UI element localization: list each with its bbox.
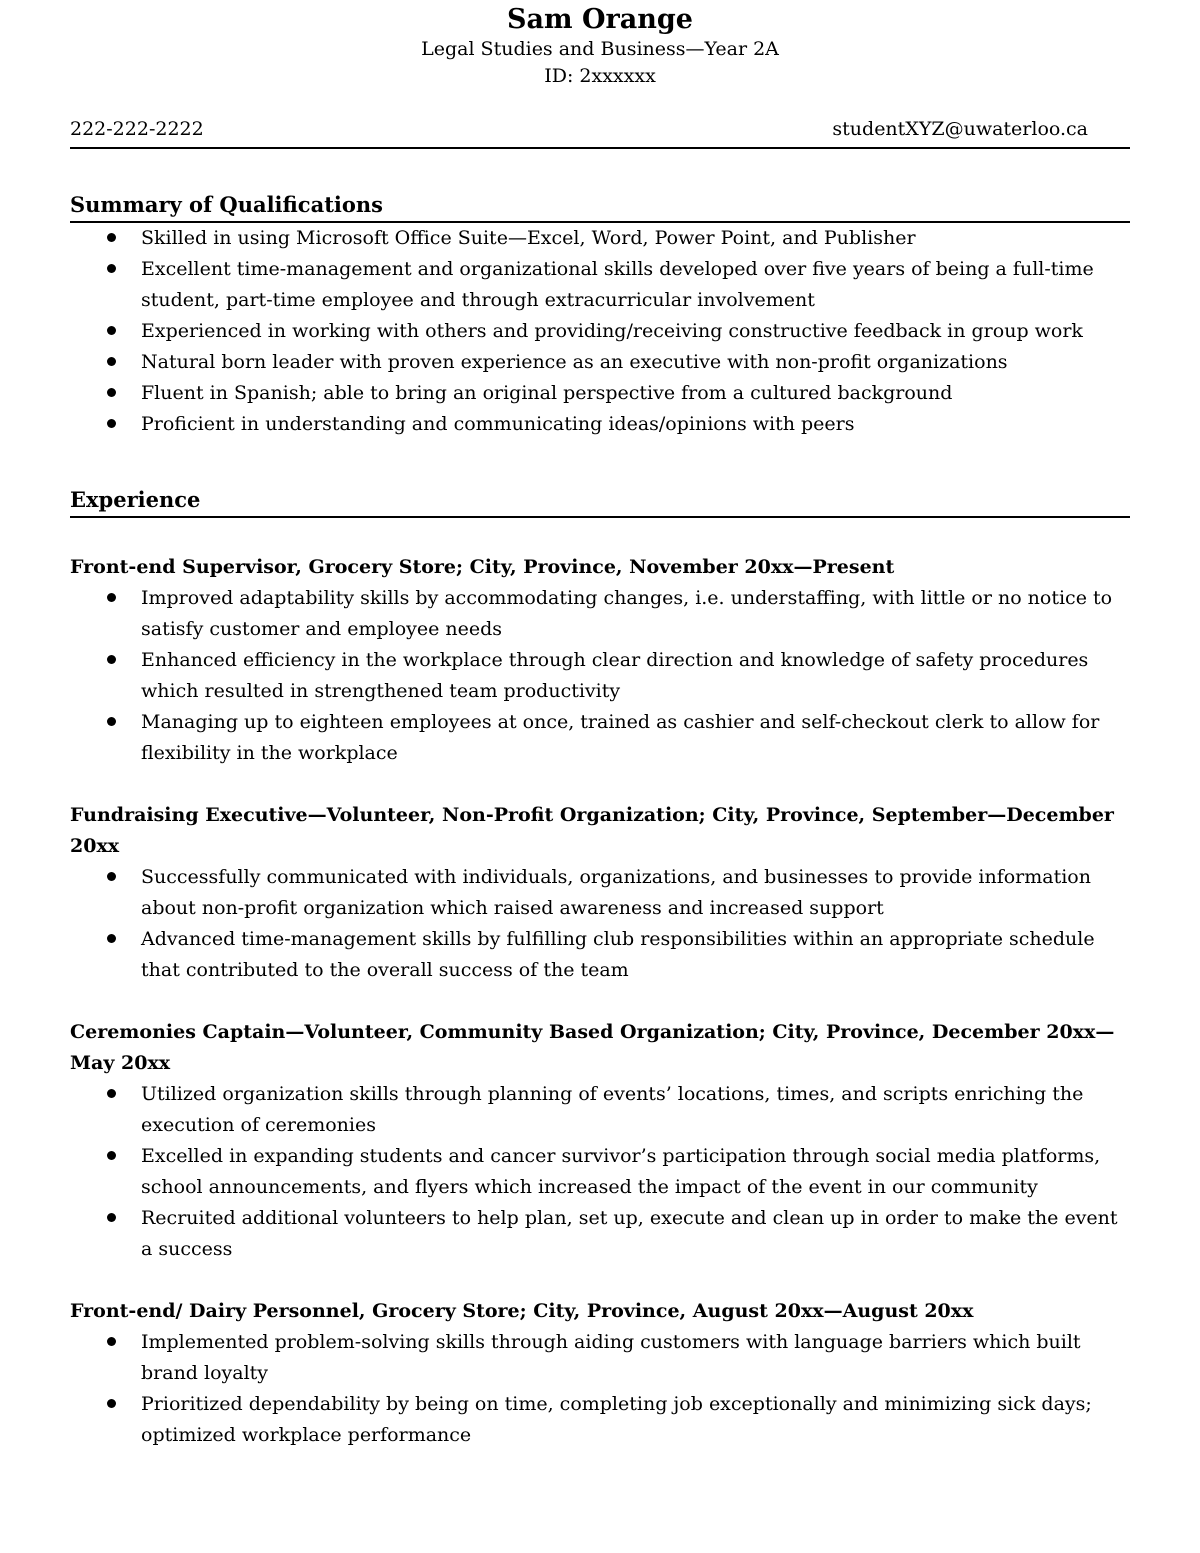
program-line: Legal Studies and Business—Year 2A [421, 38, 779, 60]
student-id: ID: 2xxxxxx [544, 65, 656, 87]
contact-row [70, 116, 1130, 149]
job-title: Front-end/ Dairy Personnel, Grocery Store; City, Province, August 20xx—August 20xx [70, 1300, 974, 1322]
list-item [70, 862, 1130, 924]
bullet-icon [107, 233, 116, 242]
bullet-icon [107, 717, 116, 726]
candidate-name: Sam Orange [507, 4, 693, 35]
bullet-icon [107, 1337, 116, 1346]
list-item [70, 645, 1130, 707]
job-bullet-text: Prioritized dependability by being on time, completing job exceptionally and minimizing sick days; optimized workplace performance [141, 1393, 1092, 1446]
bullet-icon [107, 419, 116, 428]
bullet-icon [107, 264, 116, 273]
bullet-icon [107, 1089, 116, 1098]
summary-item-text: Excellent time-management and organizational skills developed over five years of being a full-time student, part-time employee and through extracurricular involvement [141, 258, 1094, 311]
job-title: Ceremonies Captain—Volunteer, Community Based Organization; City, Province, December 20xx—May 20xx [70, 1021, 1115, 1074]
bullet-icon [107, 326, 116, 335]
list-item [70, 707, 1130, 769]
job-bullet-text: Enhanced efficiency in the workplace through clear direction and knowledge of safety procedures which resulted in strengthened team productivity [141, 649, 1089, 702]
job-title: Front-end Supervisor, Grocery Store; City, Province, November 20xx—Present [70, 556, 895, 578]
list-item [70, 254, 1130, 316]
resume-page [70, 0, 1130, 1451]
job-bullet-text: Recruited additional volunteers to help plan, set up, execute and clean up in order to make the event a success [141, 1207, 1118, 1260]
list-item [70, 378, 1130, 409]
list-item [70, 1079, 1130, 1141]
bullet-icon [107, 1213, 116, 1222]
resume-header [70, 0, 1130, 90]
bullet-icon [107, 388, 116, 397]
summary-list [70, 223, 1130, 440]
job-bullet-text: Excelled in expanding students and cancer survivor’s participation through social media platforms, school announcements, and flyers which increased the impact of the event in our community [141, 1145, 1101, 1198]
job-bullet-text: Successfully communicated with individuals, organizations, and businesses to provide information about non-profit organization which raised awareness and increased support [141, 866, 1091, 919]
job-bullets [70, 862, 1130, 986]
bullet-icon [107, 872, 116, 881]
list-item [70, 409, 1130, 440]
list-item [70, 1203, 1130, 1265]
job-bullets [70, 1079, 1130, 1265]
bullet-icon [107, 357, 116, 366]
summary-item-text: Fluent in Spanish; able to bring an original perspective from a cultured background [141, 382, 953, 404]
job-bullet-text: Advanced time-management skills by fulfilling club responsibilities within an appropriate schedule that contributed to the overall success of the team [141, 928, 1095, 981]
job-entry [70, 1017, 1130, 1265]
job-entry [70, 1296, 1130, 1451]
list-item [70, 1141, 1130, 1203]
bullet-icon [107, 593, 116, 602]
summary-heading: Summary of Qualifications [70, 191, 1130, 223]
phone-number: 222-222-2222 [70, 118, 204, 140]
bullet-icon [107, 1151, 116, 1160]
experience-heading: Experience [70, 486, 1130, 518]
summary-item-text: Natural born leader with proven experience as an executive with non-profit organizations [141, 351, 1008, 373]
list-item [70, 316, 1130, 347]
job-title: Fundraising Executive—Volunteer, Non-Profit Organization; City, Province, September—December 20xx [70, 804, 1114, 857]
email-address: studentXYZ@uwaterloo.ca [832, 118, 1088, 140]
job-bullets [70, 1327, 1130, 1451]
list-item [70, 347, 1130, 378]
list-item [70, 223, 1130, 254]
job-entry [70, 800, 1130, 986]
list-item [70, 1327, 1130, 1389]
bullet-icon [107, 934, 116, 943]
bullet-icon [107, 655, 116, 664]
job-bullet-text: Managing up to eighteen employees at once, trained as cashier and self-checkout clerk to allow for flexibility in the workplace [141, 711, 1100, 764]
list-item [70, 1389, 1130, 1451]
summary-item-text: Proficient in understanding and communicating ideas/opinions with peers [141, 413, 855, 435]
job-bullet-text: Implemented problem-solving skills through aiding customers with language barriers which built brand loyalty [141, 1331, 1081, 1384]
summary-item-text: Experienced in working with others and providing/receiving constructive feedback in group work [141, 320, 1083, 342]
job-bullet-text: Improved adaptability skills by accommodating changes, i.e. understaffing, with little or no notice to satisfy customer and employee needs [141, 587, 1113, 640]
job-entry [70, 552, 1130, 769]
job-bullets [70, 583, 1130, 769]
list-item [70, 583, 1130, 645]
list-item [70, 924, 1130, 986]
summary-item-text: Skilled in using Microsoft Office Suite—Excel, Word, Power Point, and Publisher [141, 227, 916, 249]
bullet-icon [107, 1399, 116, 1408]
job-bullet-text: Utilized organization skills through planning of events’ locations, times, and scripts enriching the execution of ceremonies [141, 1083, 1084, 1136]
